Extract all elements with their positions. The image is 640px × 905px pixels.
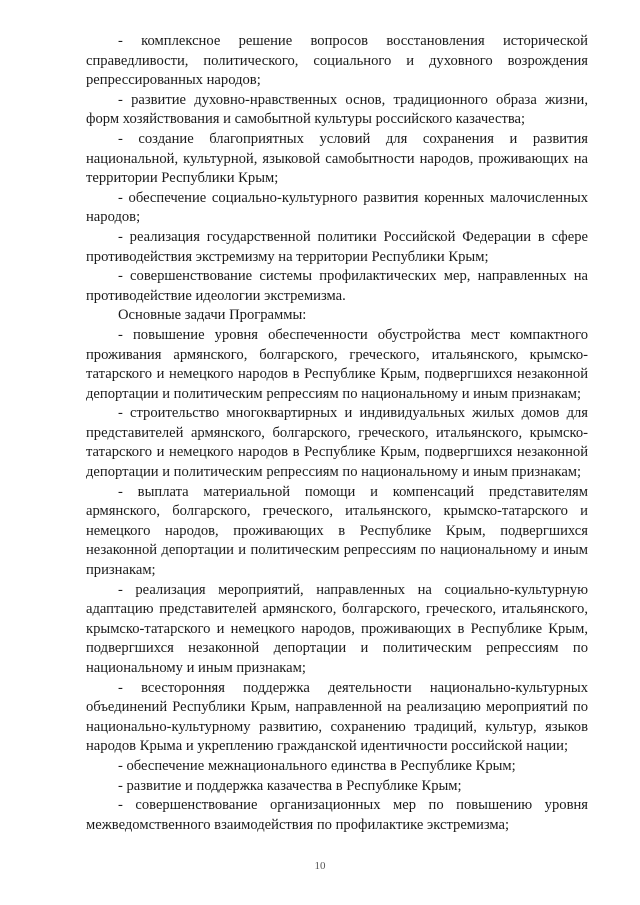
- page-number: 10: [314, 860, 326, 872]
- paragraph-10: - выплата материальной помощи и компенсаций представителям армянского, болгарского, греческого, итальянского, крымско-татарского и немецкого народов, проживающих в Республике Крым, подвергшихся незаконной депортации и политическим репрессиям по национальному и иным признакам;: [86, 483, 588, 579]
- section-heading-tasks: Основные задачи Программы:: [118, 307, 307, 324]
- paragraph-6: - совершенствование системы профилактических мер, направленных на противодействие идеологии экстремизма.: [86, 268, 588, 304]
- document-body: [86, 32, 588, 835]
- paragraph-5: - реализация государственной политики Российской Федерации в сфере противодействия экстремизму на территории Республики Крым;: [86, 228, 588, 265]
- paragraph-8: - повышение уровня обеспеченности обустройства мест компактного проживания армянского, болгарского, греческого, итальянского, крымско-татарского и немецкого народов в Республике Крым, подвергшихся незаконной депортации и политическим репрессиям по национальному и иным признакам;: [86, 326, 588, 402]
- paragraph-12: - всесторонняя поддержка деятельности национально-культурных объединений Республики Крым, направленной на реализацию мероприятий по национально-культурному развитию, сохранению традиций, культур, языков народов Крыма и укреплению гражданской идентичности российской нации;: [86, 679, 588, 755]
- paragraph-3: - создание благоприятных условий для сохранения и развития национальной, культурной, языковой самобытности народов, проживающих на территории Республики Крым;: [86, 130, 588, 187]
- paragraph-11: - реализация мероприятий, направленных на социально-культурную адаптацию представителей армянского, болгарского, греческого, итальянского, крымско-татарского и немецкого народов, проживающих в Республике Крым, подвергшихся незаконной депортации и политическим репрессиям по национальному и иным признакам;: [86, 581, 588, 676]
- paragraph-15: - совершенствование организационных мер по повышению уровня межведомственного взаимодействия по профилактике экстремизма;: [86, 797, 588, 833]
- paragraph-9: - строительство многоквартирных и индивидуальных жилых домов для представителей армянского, болгарского, греческого, итальянского, крымско-татарского и немецкого народов в Республике Крым, подвергшихся незаконной депортации и политическим репрессиям по национальному и иным признакам;: [86, 405, 588, 481]
- paragraph-2: - развитие духовно-нравственных основ, традиционного образа жизни, форм хозяйствования и самобытной культуры российского казачества;: [86, 91, 588, 128]
- paragraph-4: - обеспечение социально-культурного развития коренных малочисленных народов;: [86, 189, 588, 226]
- paragraph-14: - развитие и поддержка казачества в Республике Крым;: [118, 777, 462, 794]
- paragraph-13: - обеспечение межнационального единства в Республике Крым;: [118, 757, 516, 774]
- paragraph-1: - комплексное решение вопросов восстановления исторической справедливости, политического, социального и духовного возрождения репрессированных народов;: [86, 33, 588, 89]
